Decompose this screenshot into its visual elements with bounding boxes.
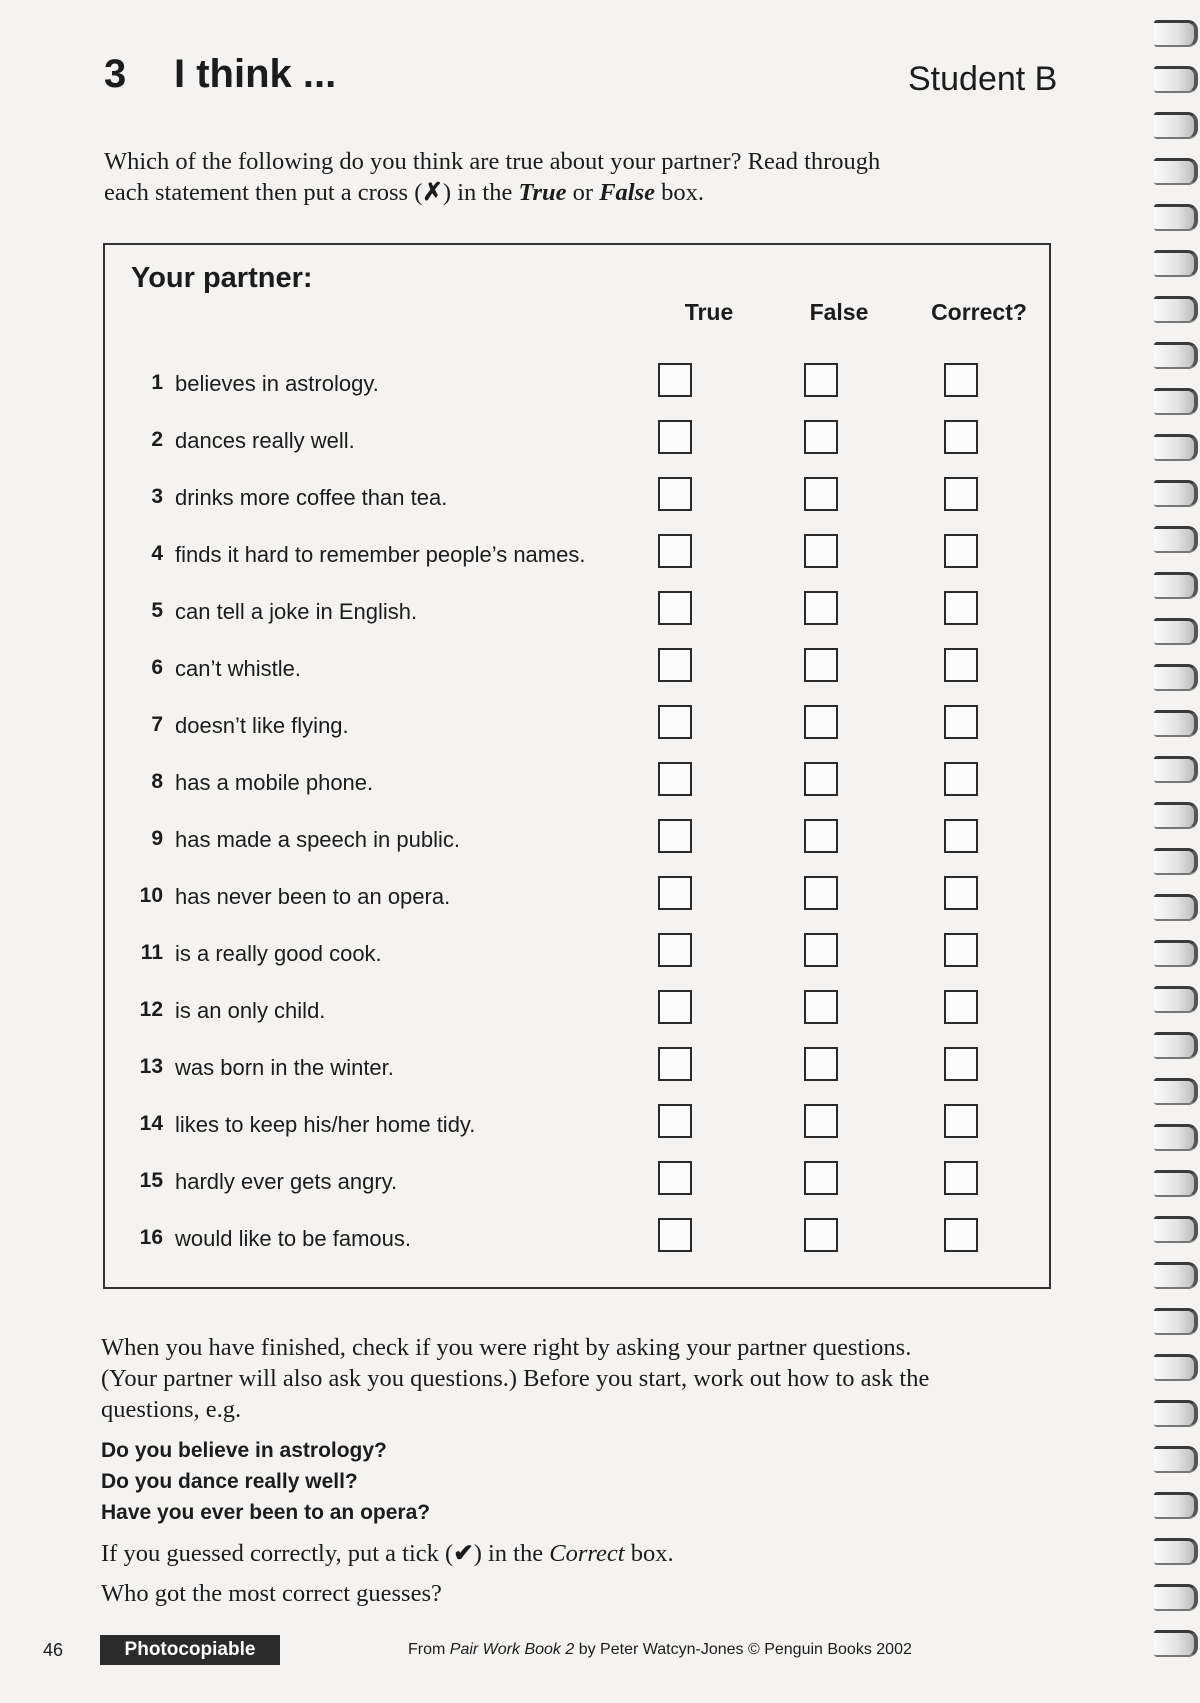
false-checkbox[interactable]	[804, 420, 838, 454]
statement-number: 14	[139, 1112, 163, 1135]
statement-row	[105, 705, 1049, 745]
correct-checkbox[interactable]	[944, 420, 978, 454]
correct-checkbox[interactable]	[944, 1104, 978, 1138]
text-fragment: If you guessed correctly, put a tick (	[101, 1540, 454, 1567]
false-checkbox[interactable]	[804, 762, 838, 796]
true-word: True	[518, 179, 567, 206]
spiral-coil	[1154, 112, 1198, 139]
statement-text: likes to keep his/her home tidy.	[175, 1112, 476, 1137]
spiral-coil	[1154, 66, 1198, 93]
instructions-line-1: Which of the following do you think are true about your partner? Read through	[104, 148, 881, 175]
statement-number: 13	[139, 1055, 163, 1078]
false-checkbox[interactable]	[804, 1218, 838, 1252]
text-fragment: each statement then put a cross (	[104, 179, 423, 206]
true-checkbox[interactable]	[658, 534, 692, 568]
column-header-correct: Correct?	[931, 299, 1027, 325]
false-checkbox[interactable]	[804, 705, 838, 739]
correct-checkbox[interactable]	[944, 876, 978, 910]
correct-checkbox[interactable]	[944, 1218, 978, 1252]
correct-checkbox[interactable]	[944, 1161, 978, 1195]
statement-row	[105, 1218, 1049, 1258]
statement-text: has made a speech in public.	[175, 827, 460, 852]
text-fragment: box.	[655, 179, 705, 206]
text-fragment: ) in the	[442, 179, 519, 206]
spiral-coil	[1154, 572, 1198, 599]
spiral-coil	[1154, 204, 1198, 231]
statement-text: believes in astrology.	[175, 371, 379, 396]
example-question: Have you ever been to an opera?	[101, 1501, 431, 1524]
table-title: Your partner:	[131, 262, 313, 294]
spiral-coil	[1154, 388, 1198, 415]
true-checkbox[interactable]	[658, 477, 692, 511]
statement-row	[105, 591, 1049, 631]
follow-up-instructions	[101, 1332, 1061, 1425]
statement-text: is an only child.	[175, 998, 326, 1023]
false-checkbox[interactable]	[804, 876, 838, 910]
true-checkbox[interactable]	[658, 648, 692, 682]
spiral-coil	[1154, 434, 1198, 461]
statement-row	[105, 762, 1049, 802]
correct-checkbox[interactable]	[944, 933, 978, 967]
correct-checkbox[interactable]	[944, 534, 978, 568]
spiral-coil	[1154, 986, 1198, 1013]
statement-number: 12	[139, 998, 163, 1021]
follow-up-line-2: (Your partner will also ask you questions.) Before you start, work out how to ask the	[101, 1365, 930, 1392]
spiral-coil	[1154, 1262, 1198, 1289]
spiral-coil	[1154, 20, 1198, 47]
statement-number: 5	[151, 599, 163, 622]
book-credit	[408, 1641, 912, 1659]
statement-number: 4	[151, 542, 163, 565]
example-question: Do you dance really well?	[101, 1470, 358, 1493]
spiral-coil	[1154, 664, 1198, 691]
statement-number: 8	[151, 770, 163, 793]
text-fragment: ) in the	[473, 1540, 550, 1567]
text-fragment: box.	[624, 1540, 674, 1567]
statement-row	[105, 477, 1049, 517]
closing-question: Who got the most correct guesses?	[101, 1580, 442, 1607]
statement-text: finds it hard to remember people’s names.	[175, 542, 586, 567]
cross-symbol: ✗	[422, 179, 443, 206]
true-checkbox[interactable]	[658, 876, 692, 910]
spiral-coil	[1154, 1584, 1198, 1611]
statement-row	[105, 420, 1049, 460]
true-checkbox[interactable]	[658, 762, 692, 796]
statement-row	[105, 933, 1049, 973]
spiral-coil	[1154, 1170, 1198, 1197]
statement-row	[105, 1104, 1049, 1144]
spiral-coil	[1154, 1538, 1198, 1565]
follow-up-line-1: When you have finished, check if you were right by asking your partner questions.	[101, 1334, 912, 1361]
column-header-true: True	[684, 299, 734, 325]
spiral-coil	[1154, 1630, 1198, 1657]
text-fragment: by Peter Watcyn-Jones © Penguin Books 2002	[574, 1641, 912, 1658]
spiral-coil	[1154, 1308, 1198, 1335]
false-checkbox[interactable]	[804, 819, 838, 853]
statement-row	[105, 819, 1049, 859]
true-checkbox[interactable]	[658, 819, 692, 853]
spiral-coil	[1154, 710, 1198, 737]
statement-text: hardly ever gets angry.	[175, 1169, 398, 1194]
false-checkbox[interactable]	[804, 363, 838, 397]
false-checkbox[interactable]	[804, 648, 838, 682]
correct-checkbox[interactable]	[944, 762, 978, 796]
false-checkbox[interactable]	[804, 933, 838, 967]
photocopiable-badge: Photocopiable	[100, 1635, 280, 1665]
spiral-coil	[1154, 158, 1198, 185]
spiral-coil	[1154, 1124, 1198, 1151]
correct-checkbox[interactable]	[944, 591, 978, 625]
statement-row	[105, 534, 1049, 574]
spiral-coil	[1154, 940, 1198, 967]
statement-number: 11	[140, 941, 163, 964]
false-word: False	[599, 179, 656, 206]
statement-text: can’t whistle.	[175, 656, 301, 681]
statement-text: doesn’t like flying.	[175, 713, 349, 738]
statement-text: was born in the winter.	[175, 1055, 394, 1080]
page-number: 46	[43, 1640, 64, 1660]
false-checkbox[interactable]	[804, 1161, 838, 1195]
false-checkbox[interactable]	[804, 990, 838, 1024]
statement-text: would like to be famous.	[175, 1226, 412, 1251]
true-checkbox[interactable]	[658, 1161, 692, 1195]
statement-number: 3	[151, 485, 163, 508]
true-checkbox[interactable]	[658, 1218, 692, 1252]
book-title: Pair Work Book 2	[449, 1641, 575, 1658]
statement-table	[103, 243, 1051, 1289]
statement-row	[105, 363, 1049, 403]
statement-number: 16	[139, 1226, 163, 1249]
true-checkbox[interactable]	[658, 990, 692, 1024]
unit-number: 3	[104, 52, 127, 96]
example-questions	[101, 1435, 430, 1528]
spiral-coil	[1154, 1446, 1198, 1473]
true-checkbox[interactable]	[658, 363, 692, 397]
statement-text: can tell a joke in English.	[175, 599, 418, 624]
spiral-coil	[1154, 342, 1198, 369]
statement-number: 10	[139, 884, 163, 907]
false-checkbox[interactable]	[804, 534, 838, 568]
statement-number: 2	[151, 428, 163, 451]
spiral-coil	[1154, 756, 1198, 783]
statement-text: has never been to an opera.	[175, 884, 451, 909]
true-checkbox[interactable]	[658, 1047, 692, 1081]
correct-checkbox[interactable]	[944, 819, 978, 853]
spiral-coil	[1154, 480, 1198, 507]
spiral-coil	[1154, 802, 1198, 829]
correct-checkbox[interactable]	[944, 990, 978, 1024]
follow-up-line-3: questions, e.g.	[101, 1396, 242, 1423]
false-checkbox[interactable]	[804, 1047, 838, 1081]
true-checkbox[interactable]	[658, 420, 692, 454]
true-checkbox[interactable]	[658, 933, 692, 967]
false-checkbox[interactable]	[804, 1104, 838, 1138]
statement-text: has a mobile phone.	[175, 770, 374, 795]
spiral-coil	[1154, 296, 1198, 323]
statement-row	[105, 648, 1049, 688]
spiral-coil	[1154, 1492, 1198, 1519]
spiral-coil	[1154, 618, 1198, 645]
statement-number: 9	[151, 827, 163, 850]
spiral-coil	[1154, 848, 1198, 875]
true-checkbox[interactable]	[658, 705, 692, 739]
student-label: Student B	[908, 60, 1058, 98]
column-header-false: False	[809, 299, 869, 325]
spiral-coil	[1154, 1354, 1198, 1381]
false-checkbox[interactable]	[804, 591, 838, 625]
correct-checkbox[interactable]	[944, 705, 978, 739]
statement-row	[105, 990, 1049, 1030]
spiral-coil	[1154, 526, 1198, 553]
spiral-binding	[1148, 20, 1200, 1680]
spiral-coil	[1154, 1078, 1198, 1105]
page-title: I think ...	[174, 52, 337, 96]
tick-instruction	[101, 1538, 674, 1568]
tick-symbol: ✔	[453, 1540, 474, 1567]
spiral-coil	[1154, 1216, 1198, 1243]
statement-text: drinks more coffee than tea.	[175, 485, 448, 510]
text-fragment: From	[408, 1641, 450, 1658]
statement-row	[105, 1161, 1049, 1201]
spiral-coil	[1154, 894, 1198, 921]
true-checkbox[interactable]	[658, 1104, 692, 1138]
correct-checkbox[interactable]	[944, 477, 978, 511]
text-fragment: or	[566, 179, 600, 206]
statement-number: 1	[151, 371, 163, 394]
statement-text: is a really good cook.	[175, 941, 382, 966]
correct-checkbox[interactable]	[944, 648, 978, 682]
instructions-line-2	[104, 177, 1034, 208]
example-question: Do you believe in astrology?	[101, 1439, 387, 1462]
statement-number: 15	[139, 1169, 163, 1192]
spiral-coil	[1154, 1032, 1198, 1059]
instructions	[104, 146, 1034, 208]
spiral-coil	[1154, 250, 1198, 277]
statement-row	[105, 876, 1049, 916]
statement-row	[105, 1047, 1049, 1087]
false-checkbox[interactable]	[804, 477, 838, 511]
spiral-coil	[1154, 1400, 1198, 1427]
statement-number: 7	[151, 713, 163, 736]
statement-number: 6	[151, 656, 163, 679]
correct-word: Correct	[549, 1540, 625, 1567]
correct-checkbox[interactable]	[944, 363, 978, 397]
correct-checkbox[interactable]	[944, 1047, 978, 1081]
true-checkbox[interactable]	[658, 591, 692, 625]
statement-text: dances really well.	[175, 428, 355, 453]
